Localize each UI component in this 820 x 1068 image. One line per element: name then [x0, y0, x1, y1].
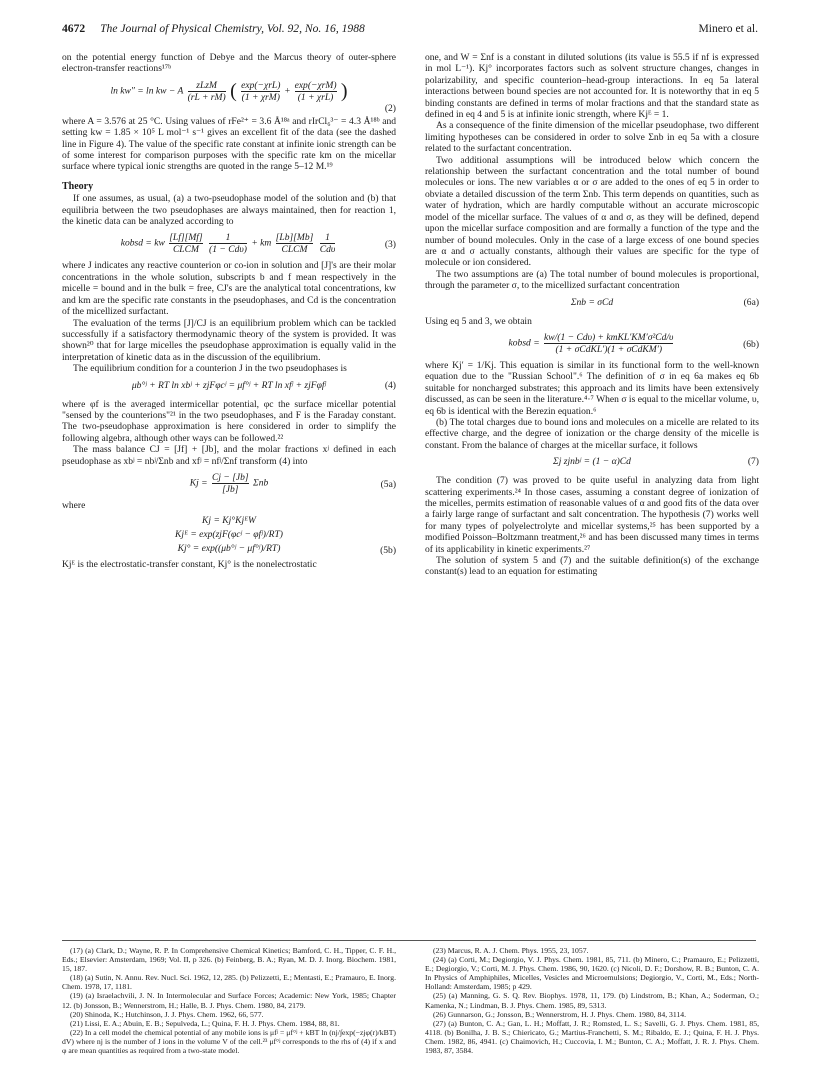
equation-number: (5b) [380, 544, 396, 556]
running-header [62, 22, 758, 38]
running-author: Minero et al. [698, 22, 758, 35]
footnotes-right [425, 946, 759, 1055]
paragraph: Using eq 5 and 3, we obtain [425, 315, 532, 327]
equation-number: (7) [747, 456, 759, 468]
equation-number: (2) [384, 103, 396, 115]
footnote: (20) Shinoda, K.; Hutchinson, J. J. Phys. Chem. 1962, 66, 577. [70, 1009, 264, 1019]
paragraph: one, and W = Σnf is a constant in diluted solutions (its value is 55.5 if nf is expressed in mol L⁻¹). Kj° incorporates factors such as solvent structure changes, changes in polarizability, and specific counterion–head-group interactions. In eq 5a lateral interactions between bound species are not accounted for. It is noteworthy that in eq 5 binding constants are defined in terms of molar fractions and that the standard state as defined in eq 4 and 5 is at infinite ionic strength, where Kjᴱ = 1. [425, 52, 759, 121]
denominator: (1 + χrL) [295, 91, 337, 103]
eq-text: ln kw″ = ln kw − A [110, 85, 184, 97]
footnote: (21) Lissi, E. A.; Abuin, E. B.; Sepulveda, L.; Quina, F. H. J. Phys. Chem. 1984, 88, 81. [70, 1018, 340, 1028]
equation-4 [62, 380, 396, 394]
denominator: (1 + σCdKL′)(1 + σCdKM′) [544, 343, 673, 355]
paragraph: Kjᴱ is the electrostatic-transfer constant, Kj° is the nonelectrostatic [62, 559, 317, 571]
paragraph: where J indicates any reactive counterion or co-ion in solution and [J]'s are their molar concentrations in the whole solution, subscripts b and f mean respectively in the micelle = bound and in the bulk = free, CJ's are the analytical total concentrations, kw and km are the specific rate constants in the pseudophases, and Cd is the concentration of the micellized surfactant. [62, 260, 396, 318]
footnote: (25) (a) Manning, G. S. Q. Rev. Biophys. 1978, 11, 179. (b) Lindstrom, B.; Khan, A.; Soderman, O.; Kamenka, N.; Lindman, B. J. Phys. Chem. 1985, 89, 5313. [425, 991, 759, 1010]
eq-text: kobsd = [508, 337, 540, 349]
equation-3 [62, 232, 396, 255]
eq-line: Kj = Kj°KjᴱW [202, 515, 256, 527]
denominator: (rL + rM) [187, 91, 226, 103]
equation-number: (6b) [743, 338, 759, 350]
denominator: CLCM [169, 243, 202, 255]
eq-text: μb°ʲ + RT ln xbʲ + zjFφcʲ = μf°ʲ + RT ln xfʲ + zjFφfʲ [131, 379, 327, 391]
where-label: where [62, 499, 86, 511]
equation-2: ln kw″ = ln kw − A $\frac{\text{zLzM}}{(rL + rM)}$ ( $\frac{\text{exp(−χrL)}}{\text{(1 + χrM)}}$ + $\frac{\text{exp(−χrM)}}{\text{(1 + χrL)}}$ ) (2) [110, 79, 396, 115]
fraction [295, 80, 337, 103]
page-number: 4672 [62, 22, 86, 35]
paragraph: If one assumes, as usual, (a) a two-pseudophase model of the solution and (b) that equilibria between the two pseudophases are always maintained, then for reaction 1, the kinetic data can be analyzed according to [62, 193, 396, 228]
numerator: Cj − [Jb] [211, 471, 249, 483]
equation-7 [425, 456, 759, 470]
equation-6a [425, 297, 759, 311]
numerator: 1 [325, 232, 330, 244]
fraction [212, 472, 249, 495]
equation-number: (5a) [380, 478, 396, 490]
right-column [425, 52, 759, 578]
eq-text: Kj = [189, 477, 208, 489]
footnote: (24) (a) Corti, M.; Degiorgio, V. J. Phys. Chem. 1981, 85, 711. (b) Minero, C.; Pramauro, E.; Pelizzetti, E.; Degiorgio, V.; Corti, M. J. Phys. Chem. 1986, 90, 1620. (c) Nicoli, D. F.; Dorshow, R. B.; Bunton, C. A. In Physics of Amphiphiles, Micelles, Vesicles and Microemulsions; Degiorgio, V., Corti, M., Eds.; North-Holland: Amsterdam, 1985; p 429. [425, 955, 759, 992]
left-column [62, 52, 396, 571]
fraction [209, 232, 247, 255]
fraction [276, 232, 314, 255]
equation-number: (6a) [743, 296, 759, 308]
numerator: zLzM [196, 79, 217, 91]
footnote-divider [62, 940, 756, 941]
denominator: (1 − Cdυ) [209, 244, 247, 256]
eq-text: Σnb [253, 477, 269, 489]
paragraph: The solution of system 5 and (7) and the suitable definition(s) of the exchange constant(s) lead to an equation for estimating [425, 555, 759, 578]
eq-text: Σnb = σCd [570, 296, 614, 308]
footnote: (22) In a cell model the chemical potential of any mobile ions is μfʲ = μf°ʲ + kBT ln (nj/∫exp(−zjφ(r)/kBT) dV) where nj is the number of J ions in the volume V of the cell.²³ μf°ʲ corresponds to the rhs of (4) if x and φ are mean quantities as required from a two-state model. [62, 1027, 396, 1056]
paragraph: (b) The total charges due to bound ions and molecules on a micelle are related to its effective charge, and the degree of ionization or the charge density of the micelle is constant. From the balance of charges at the micellar surface, it follows [425, 416, 759, 451]
footnote: (19) (a) Israelachvili, J. N. In Intermolecular and Surface Forces; Academic: New York, 1985; Chapter 12. (b) Jonsson, B.; Wennerstrom, H.; Halle, B. J. Phys. Chem. 1980, 84, 2179. [62, 991, 396, 1010]
equation-number: (4) [384, 379, 396, 391]
footnote: (17) (a) Clark, D.; Wayne, R. P. In Comprehensive Chemical Kinetics; Bamford, C. H., Tipper, C. F. H., Eds.; Elsevier: Amsterdam, 1969; Vol. II, p 326. (b) Feinberg, B. A.; Ryan, M. D. J. Inorg. Biochem. 1981, 15, 187. [62, 946, 396, 974]
eq-text: kobsd = kw [120, 238, 165, 250]
paragraph: As a consequence of the finite dimension of the micellar pseudophase, two different limiting hypotheses can be considered in order to solve Σnb in eq 5a with a closure related to the surfactant concentration. [425, 120, 759, 155]
fraction [544, 332, 673, 355]
paragraph: The two assumptions are (a) The total number of bound molecules is proportional, through the parameter σ, to the micellized surfactant concentration [425, 268, 759, 292]
paragraph: The equilibrium condition for a counterion J in the two pseudophases is [73, 363, 347, 375]
eq-operator: + [284, 85, 291, 97]
numerator: kw/(1 − Cdυ) + kmKL′KM′σ²Cd/υ [544, 331, 674, 343]
numerator: [Lb][Mb] [275, 232, 314, 244]
eq-line: Kj° = exp((μb°ʲ − μf°ʲ)/RT) [177, 543, 281, 555]
paragraph: where Kj′ = 1/Kj. This equation is similar in its functional form to the well-known equation due to the "Russian School".⁶ The definition of σ in eq 6a makes eq 6b suitable for noncharged substrates; this approach and its limits have been extensively discussed, as can be seen in the literature.⁴·⁷ When σ is equal to the micellar volume, υ, eq 6b is identical with the Berezin equation.⁶ [425, 359, 759, 417]
equation-number: (3) [384, 239, 396, 251]
paragraph: where φf is the averaged intermicellar potential, φc the surface micellar potential "sensed by the counterions"²¹ in the two pseudophases, and F is the Faraday constant. The two-pseudophase approximation is here considered in order to simplify the following algebra, although other ways can be followed.²² [62, 398, 396, 444]
equation-6b [425, 332, 759, 355]
section-heading-theory: Theory [62, 180, 94, 192]
fraction [188, 80, 226, 103]
equation-5b [62, 514, 396, 556]
footnote: (18) (a) Sutin, N. Annu. Rev. Nucl. Sci. 1962, 12, 285. (b) Pelizzetti, E.; Mentasti, E.; Pramauro, E. Inorg. Chem. 1978, 17, 1181. [62, 973, 396, 992]
equation-5a [62, 472, 396, 495]
paragraph: The evaluation of the terms [J]/CJ is an equilibrium problem which can be tackled successfully if a satisfactory thermodynamic theory of the system is provided. It was shown²⁰ that for large micelles the pseudophase approximation is equally valid in the interpretation of kinetic data as in the discussion of the equilibrium. [62, 317, 396, 363]
eq-line: Kjᴱ = exp(zjF(φcʲ − φfʲ)/RT) [175, 529, 283, 541]
denominator: Cdυ [319, 244, 336, 256]
fraction [241, 80, 280, 103]
fraction [320, 232, 336, 255]
paragraph: The mass balance CJ = [Jf] + [Jb], and the molar fractions xʲ defined in each pseudophase as xbʲ = nbʲ/Σnb and xfʲ = nfʲ/Σnf transform (4) into [62, 444, 396, 467]
footnote: (27) (a) Bunton, C. A.; Gan, L. H.; Moffatt, J. R.; Romsted, L. S.; Savelli, G. J. Phys. Chem. 1981, 85, 4118. (b) Bonilha, J. B. S.; Chiericato, G.; Martius-Franchetti, S. M.; Ribaldo, E. J.; Quina, F. H. J. Phys. Chem. 1982, 86, 4941. (c) Chaimovich, H.; Cuccovia, I. M.; Bunton, C. A.; Moffatt, J. R. J. Phys. Chem. 1983, 87, 3584. [425, 1018, 759, 1056]
eq-text: Σj zjnbʲ = (1 − α)Cd [553, 456, 631, 468]
paragraph: where A = 3.576 at 25 °C. Using values of rFe²⁺ = 3.6 Å¹⁸ᵃ and rIrCl₆³⁻ = 4.3 Å¹⁸ᵇ and setting kw = 1.85 × 10⁵ L mol⁻¹ s⁻¹ gives an excellent fit of the data (see the dashed line in Figure 4). The value of the specific rate constant at infinite ionic strength can be of some interest for comparison purposes with the specific rate km on the micellar surface where typical ionic strengths are quoted in the range 5–12 M.¹⁹ [62, 115, 396, 173]
fraction [169, 232, 202, 255]
numerator: [Lf][Mf] [169, 232, 203, 244]
numerator: exp(−χrL) [241, 79, 281, 91]
paragraph: The condition (7) was proved to be quite useful in analyzing data from light scattering experiments.²⁴ In those cases, assuming a constant degree of ionization of the micelles, permits estimation of reasonable values of α and good fits of the data over a fairly large range of surfactant and salt concentration. The hypothesis (7) works well for many types of polyelectrolyte and micellar systems,²⁵ has been supported by a modified Poisson–Boltzmann treatment,²⁶ and has been discussed many times in terms of its applicability in kinetic experiments.²⁷ [425, 475, 759, 555]
numerator: 1 [225, 232, 231, 244]
footnotes-left [62, 946, 396, 1055]
journal-citation: The Journal of Physical Chemistry, Vol. 92, No. 16, 1988 [100, 22, 365, 35]
paragraph: on the potential energy function of Debye and the Marcus theory of outer-sphere electron-transfer reactions¹⁷ᵇ [62, 52, 396, 75]
denominator: [Jb] [212, 483, 249, 495]
footnote: (26) Gunnarson, G.; Jonsson, B.; Wennerstrom, H. J. Phys. Chem. 1980, 84, 3114. [433, 1009, 687, 1019]
eq-text: + km [251, 238, 272, 250]
denominator: CLCM [276, 243, 314, 255]
paragraph: Two additional assumptions will be introduced below which concern the relationship between the surfactant concentration and the total number of bound molecules or ions. The new variables α or σ are added to the ones of eq 5 in order to obviate a detailed discussion of the term Σnb. This term depends on quantities, such as water of hydration, which are hardly computable without an accurate microscopic model of the micellar surface. The values of α and σ, as they will be defined, depend upon the micellar surface composition and are formally a function of the type and the number of bound molecules. Only in the case of a large excess of one bound species are α and σ actually constants, although their values are specific for the type of molecule or ion considered. [425, 154, 759, 269]
footnote: (23) Marcus, R. A. J. Chem. Phys. 1955, 23, 1057. [433, 946, 589, 955]
numerator: exp(−χrM) [294, 79, 337, 91]
denominator: (1 + χrM) [241, 91, 280, 103]
